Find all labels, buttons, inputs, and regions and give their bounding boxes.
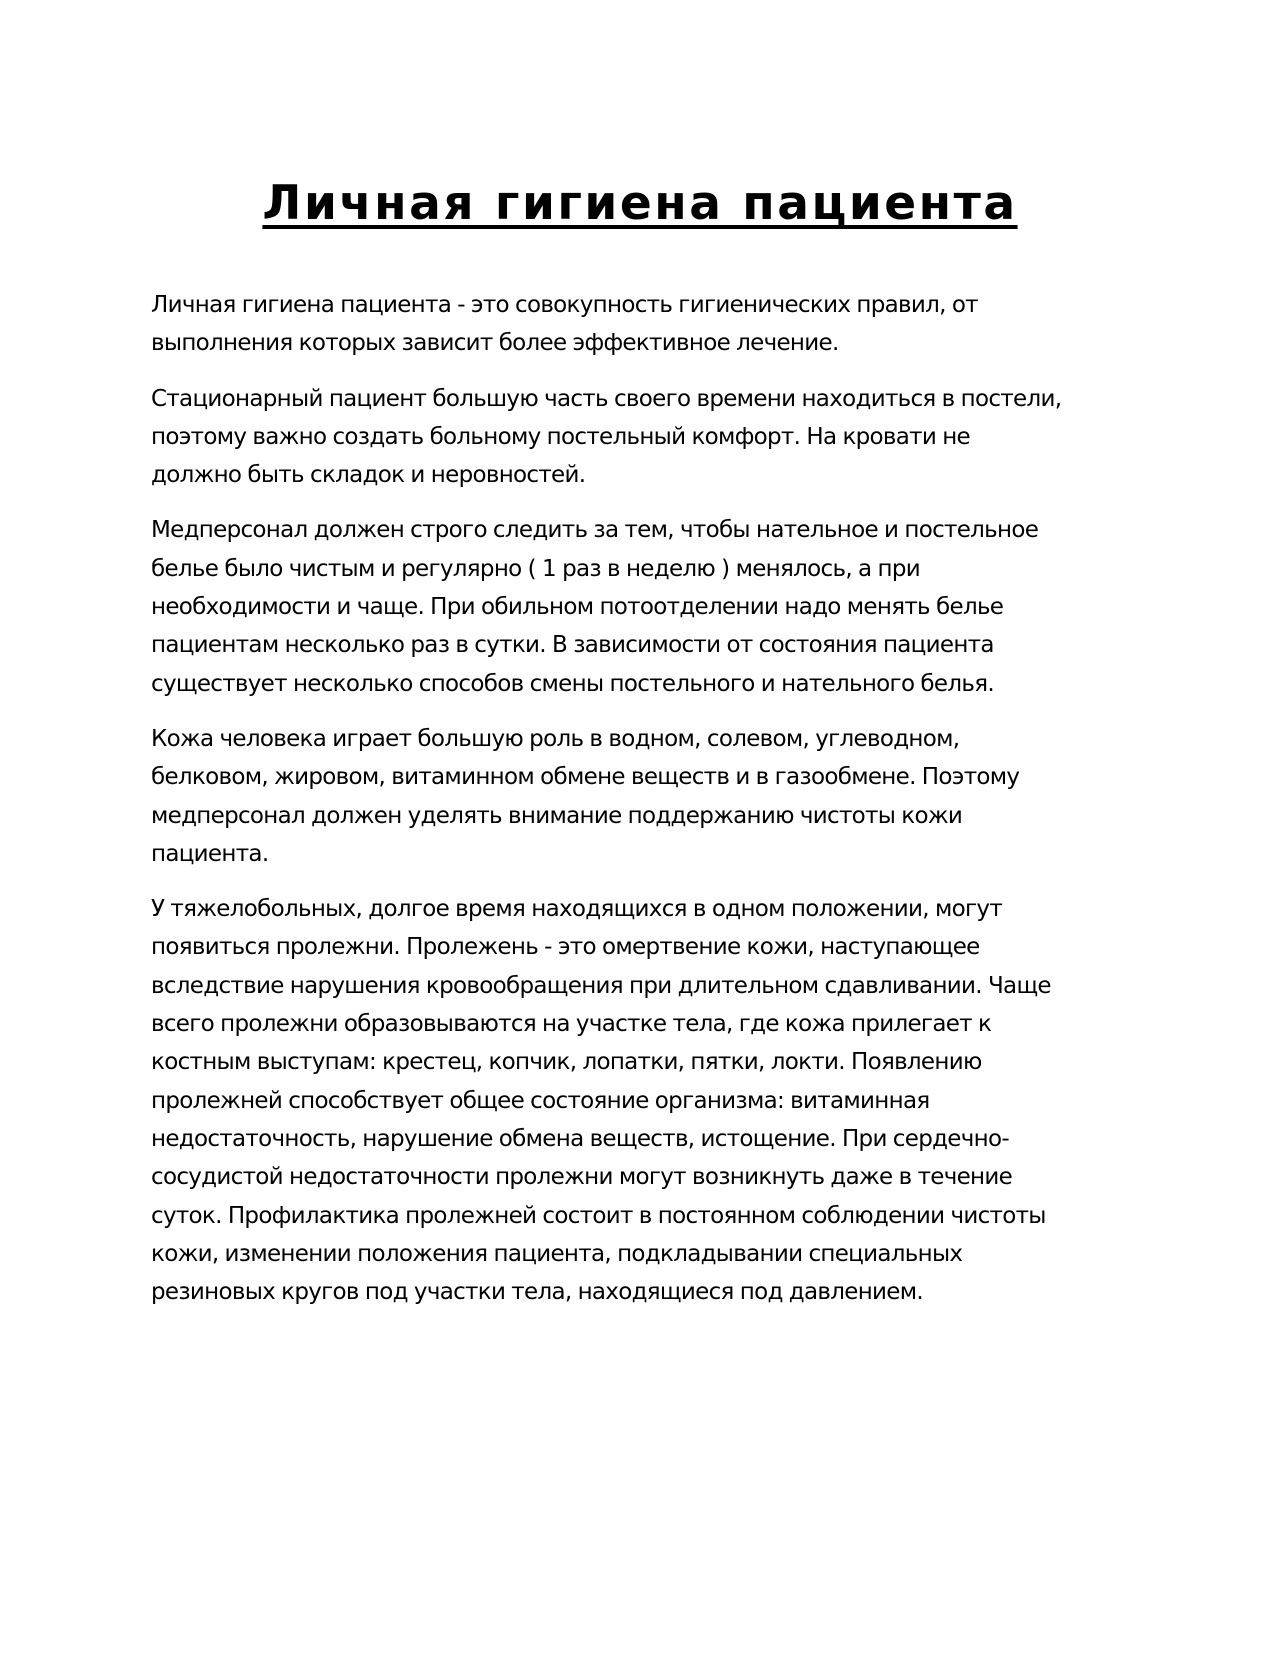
text-line: кожи, изменении положения пациента, подкладывании специальных: [151, 1240, 963, 1267]
text-line: резиновых кругов под участки тела, находящиеся под давлением.: [151, 1279, 924, 1306]
text-line: появиться пролежни. Пролежень - это омертвение кожи, наступающее: [151, 934, 980, 961]
paragraph-4: [151, 720, 1136, 873]
text-line: пациентам несколько раз в сутки. В зависимости от состояния пациента: [151, 632, 994, 659]
text-line: медперсонал должен уделять внимание поддержанию чистоты кожи: [151, 802, 963, 829]
text-line: всего пролежни образовываются на участке тела, где кожа прилегает к: [151, 1011, 992, 1038]
text-line: пациента.: [151, 840, 269, 867]
text-line: Медперсонал должен строго следить за тем, чтобы нательное и постельное: [151, 517, 1039, 544]
text-line: суток. Профилактика пролежней состоит в постоянном соблюдении чистоты: [151, 1202, 1046, 1229]
text-line: Личная гигиена пациента - это совокупность гигиенических правил, от: [151, 292, 978, 318]
document-title: Личная гигиена пациента: [262, 176, 1018, 231]
paragraph-1: [151, 286, 1136, 363]
text-line: необходимости и чаще. При обильном потоотделении надо менять белье: [151, 594, 1004, 621]
text-line: костным выступам: крестец, копчик, лопатки, пятки, локти. Появлению: [151, 1049, 982, 1076]
text-line: вследствие нарушения кровообращения при длительном сдавливании. Чаще: [151, 972, 1051, 999]
paragraph-2: [151, 380, 1136, 495]
text-line: белковом, жировом, витаминном обмене веществ и в газообмене. Поэтому: [151, 764, 1020, 791]
text-line: белье было чистым и регулярно ( 1 раз в неделю ) менялось, а при: [151, 555, 921, 582]
text-line: пролежней способствует общее состояние организма: витаминная: [151, 1087, 930, 1114]
text-line: недостаточность, нарушение обмена веществ, истощение. При сердечно-: [151, 1125, 1009, 1152]
paragraph-5: [151, 890, 1136, 1311]
text-line: должно быть складок и неровностей.: [151, 462, 586, 489]
text-line: сосудистой недостаточности пролежни могут возникнуть даже в течение: [151, 1164, 1013, 1191]
text-line: существует несколько способов смены постельного и нательного белья.: [151, 670, 994, 697]
text-line: Кожа человека играет большую роль в водном, солевом, углеводном,: [151, 725, 960, 752]
text-line: Стационарный пациент большую часть своего времени находиться в постели,: [151, 385, 1062, 412]
text-line: выполнения которых зависит более эффективное лечение.: [151, 330, 839, 357]
text-line: поэтому важно создать больному постельный комфорт. На кровати не: [151, 423, 971, 450]
document-body: [151, 286, 1136, 1328]
paragraph-3: [151, 511, 1136, 702]
text-line: У тяжелобольных, долгое время находящихся в одном положении, могут: [151, 896, 1003, 923]
